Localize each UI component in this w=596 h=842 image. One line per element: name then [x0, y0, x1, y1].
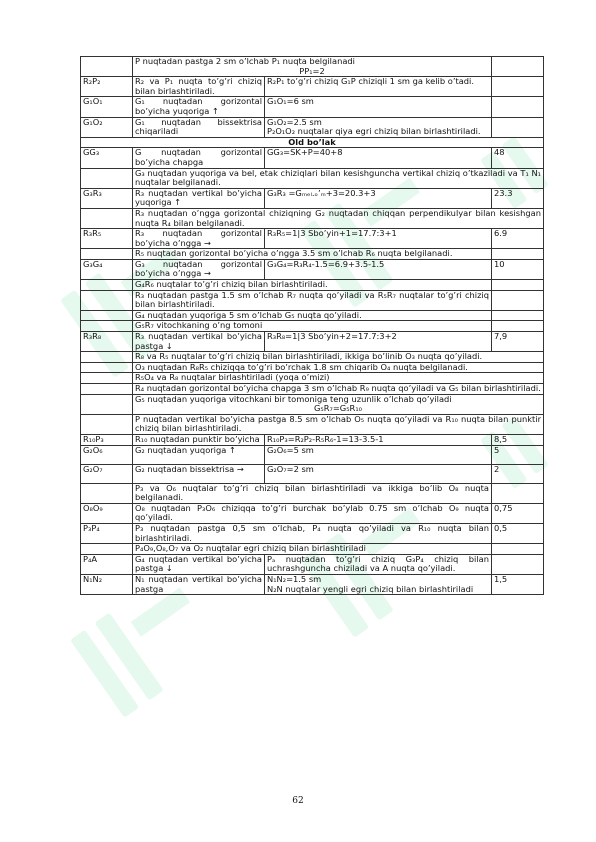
row-code: G₁O₂ [81, 117, 133, 137]
row-description: G₃ nuqtadan yuqoriga va bel, etak chiziqlari bilan kesishguncha vertikal chiziq o’tkaziladi va T₁ N₁ nuqtalar belgilanadi. [133, 168, 544, 188]
row-formula: R₁₀P₃=R₂P₂-R₅R₆-1=13-3.5-1 [265, 434, 492, 445]
table-row [81, 394, 544, 414]
row-description: R₁₀ nuqtadan punktir bo’yicha [133, 434, 265, 445]
row-value [492, 77, 544, 97]
row-value [492, 483, 544, 503]
row-formula: R₂P₁ to’g’ri chiziq G₁P chiziqli 1 sm ga kelib o’tadi. [265, 77, 492, 97]
row-code [81, 483, 133, 503]
row-description: G₂ nuqtadan bissektrisa → [133, 464, 265, 483]
table-row [81, 464, 544, 483]
table-row [81, 188, 544, 208]
row-code [81, 384, 133, 395]
row-code: N₁N₂ [81, 574, 133, 594]
row-code: P₄A [81, 554, 133, 574]
table-row [81, 554, 544, 574]
row-formula: GG₃=SK+P=40+8 [265, 148, 492, 168]
table-row [81, 574, 544, 594]
row-description: R₃ nuqtadan vertikal bo’yicha yuqoriga ↑ [133, 188, 265, 208]
row-code: G₁O₁ [81, 97, 133, 117]
row-code [81, 290, 133, 310]
row-value: 6.9 [492, 229, 544, 249]
row-description: R₅O₄ va R₈ nuqtalar birlashtiriladi (yoqa o’mizi) [133, 373, 544, 384]
row-description: R₃ nuqtadan pastga 1.5 sm o’lchab R₇ nuqta qo’yiladi va R₅R₇ nuqtalar to’g’ri chiziq bilan birlashtiriladi. [133, 290, 492, 310]
row-code: O₈O₉ [81, 503, 133, 523]
row-code [81, 414, 133, 434]
table-row [81, 310, 544, 321]
row-value: 48 [492, 148, 544, 168]
row-description: N₁ nuqtadan vertikal bo’yicha pastga [133, 574, 265, 594]
row-description: P₄O₉,O₈,O₇ va O₂ nuqtalar egri chiziq bilan birlashtiriladi [133, 544, 492, 555]
row-value [492, 117, 544, 137]
row-value [492, 57, 544, 77]
table-row [81, 229, 544, 249]
table-row [81, 97, 544, 117]
row-value [492, 310, 544, 321]
table-row [81, 523, 544, 543]
row-description: G₁ nuqtadan gorizontal bo’yicha yuqoriga ↑ [133, 97, 265, 117]
row-code: G₃R₃ [81, 188, 133, 208]
row-code: R₃R₈ [81, 332, 133, 352]
table-row [81, 168, 544, 188]
table-row [81, 362, 544, 373]
row-formula: R₃R₅=1|3 Sbo’yin+1=17.7:3+1 [265, 229, 492, 249]
table-row [81, 290, 544, 310]
row-code [81, 321, 133, 332]
row-formula: G₁O₂=2.5 sm P₂O₁O₂ nuqtalar qiya egri chiziq bilan birlashtiriladi. [265, 117, 492, 137]
table-row [81, 352, 544, 363]
row-description: P₃ nuqtadan pastga 0,5 sm o’lchab, P₄ nuqta qo’yiladi va R₁₀ nuqta bilan birlashtiriladi. [133, 523, 492, 543]
row-description: G₁ nuqtadan bissektrisa chiqariladi [133, 117, 265, 137]
row-description: R₄ nuqtadan gorizontal bo’yicha chapga 3 sm o’lchab R₉ nuqta qo’yiladi va G₅ bilan birlashtiriladi. [133, 384, 544, 395]
table-row [81, 503, 544, 523]
row-description: G₄R₆ nuqtalar to’g’ri chiziq bilan birlashtiriladi. [133, 280, 492, 291]
row-formula: G₂O₆=5 sm [265, 445, 492, 464]
table-row [81, 384, 544, 395]
row-formula: Pₐ nuqtadan to’g’ri chiziq G₃P₄ chiziq bilan uchrashguncha chiziladi va A nuqta qo’yiladi. [265, 554, 492, 574]
row-value [492, 249, 544, 260]
row-value: 8,5 [492, 434, 544, 445]
table-row [81, 117, 544, 137]
table-row [81, 332, 544, 352]
row-code: G₂O₆ [81, 445, 133, 464]
row-value: 0,75 [492, 503, 544, 523]
row-description: P nuqtadan pastga 2 sm o’lchab P₁ nuqta belgilanadi PP₁=2 [133, 57, 492, 77]
row-description: R₃ nuqtadan vertikal bo’yicha pastga ↓ [133, 332, 265, 352]
row-formula: G₁O₁=6 sm [265, 97, 492, 117]
row-code: R₃R₅ [81, 229, 133, 249]
row-description: P₃ va O₆ nuqtalar to’g’ri chiziq bilan birlashtiriladi va ikkiga bo’lib O₈ nuqta belgilanadi. [133, 483, 492, 503]
row-value [492, 280, 544, 291]
row-formula: R₃R₈=1|3 Sbo’yin+2=17.7:3+2 [265, 332, 492, 352]
row-description: G nuqtadan gorizontal bo’yicha chapga [133, 148, 265, 168]
table-row [81, 249, 544, 260]
row-code: G₂O₇ [81, 464, 133, 483]
row-description: G₄ nuqtadan vertikal bo’yicha pastga ↓ [133, 554, 265, 574]
section-header: Old bo’lak [81, 137, 544, 148]
row-description: R₈ va R₅ nuqtalar to’g’ri chiziq bilan birlashtiriladi, ikkiga bo’linib O₃ nuqta qo’yiladi. [133, 352, 544, 363]
table-row [81, 57, 544, 77]
row-code [81, 544, 133, 555]
row-description: G₅ nuqtadan yuqoriga vitochkani bir tomoniga teng uzunlik o’lchab qo’yiladi G₅R₇=G₅R₁₀ [133, 394, 544, 414]
row-code [81, 310, 133, 321]
row-description: P nuqtadan vertikal bo’yicha pastga 8.5 sm o’lchab O₅ nuqta qo’yiladi va R₁₀ nuqta bilan punktir chiziq bilan birlashtiriladi. [133, 414, 544, 434]
table-row [81, 77, 544, 97]
row-value: 23.3 [492, 188, 544, 208]
row-code [81, 352, 133, 363]
row-code: GG₃ [81, 148, 133, 168]
section-header-row [81, 137, 544, 148]
row-code: R₁₀P₃ [81, 434, 133, 445]
row-value: 5 [492, 445, 544, 464]
table-row [81, 373, 544, 384]
table-row [81, 321, 544, 332]
table-row [81, 259, 544, 279]
table-row [81, 414, 544, 434]
table-row [81, 544, 544, 555]
table-row [81, 434, 544, 445]
row-value: 0,5 [492, 523, 544, 543]
row-code [81, 57, 133, 77]
table-row [81, 208, 544, 228]
row-code [81, 280, 133, 291]
row-value: 1,5 [492, 574, 544, 594]
row-value [492, 544, 544, 555]
row-description: G₃ nuqtadan gorizontal bo’yicha o’ngga → [133, 259, 265, 279]
row-code: R₂P₂ [81, 77, 133, 97]
row-code: P₃P₄ [81, 523, 133, 543]
table-row [81, 483, 544, 503]
row-description: R₃ nuqtadan o’ngga gorizontal chiziqning G₂ nuqtadan chiqqan perpendikulyar bilan kesishgan nuqta R₄ bilan belgilanadi. [133, 208, 544, 228]
row-code [81, 362, 133, 373]
row-value [492, 321, 544, 332]
row-formula: G₃R₃ =Gₘₑₗ.ₒ’ₘ+3=20.3+3 [265, 188, 492, 208]
row-code [81, 168, 133, 188]
row-description: R₂ va P₁ nuqta to’g’ri chiziq bilan birlashtiriladi. [133, 77, 265, 97]
row-description: G₅R₇ vitochkaning o’ng tomoni [133, 321, 492, 332]
page-number: 62 [292, 796, 304, 806]
row-code: G₃G₄ [81, 259, 133, 279]
row-code [81, 249, 133, 260]
row-formula: G₂O₇=2 sm [265, 464, 492, 483]
instruction-table [80, 56, 544, 595]
row-value: 10 [492, 259, 544, 279]
row-description: O₈ nuqtadan P₃O₆ chiziqqa to’g’ri burchak bo’ylab 0.75 sm o’lchab O₉ nuqta qo’yiladi. [133, 503, 492, 523]
row-code [81, 394, 133, 414]
row-value [492, 290, 544, 310]
row-formula: N₁N₂=1.5 sm N₂N nuqtalar yengli egri chiziq bilan birlashtiriladi [265, 574, 492, 594]
row-description: G₄ nuqtadan yuqoriga 5 sm o’lchab G₅ nuqta qo’yiladi. [133, 310, 492, 321]
table-row [81, 280, 544, 291]
row-value: 7,9 [492, 332, 544, 352]
table-row [81, 148, 544, 168]
row-description: O₃ nuqtadan R₈R₅ chiziqqa to’g’ri bo’rchak 1.8 sm chiqarib O₄ nuqta belgilanadi. [133, 362, 544, 373]
row-formula: G₃G₄=R₃R₄-1.5=6.9+3.5-1.5 [265, 259, 492, 279]
table-row [81, 445, 544, 464]
row-description: R₃ nuqtadan gorizontal bo’yicha o’ngga → [133, 229, 265, 249]
row-value: 2 [492, 464, 544, 483]
row-code [81, 208, 133, 228]
row-value [492, 97, 544, 117]
row-value [492, 554, 544, 574]
row-code [81, 373, 133, 384]
row-description: G₂ nuqtadan yuqoriga ↑ [133, 445, 265, 464]
row-description: R₅ nuqtadan gorizontal bo’yicha o’ngga 3.5 sm o’lchab R₆ nuqta belgilanadi. [133, 249, 492, 260]
